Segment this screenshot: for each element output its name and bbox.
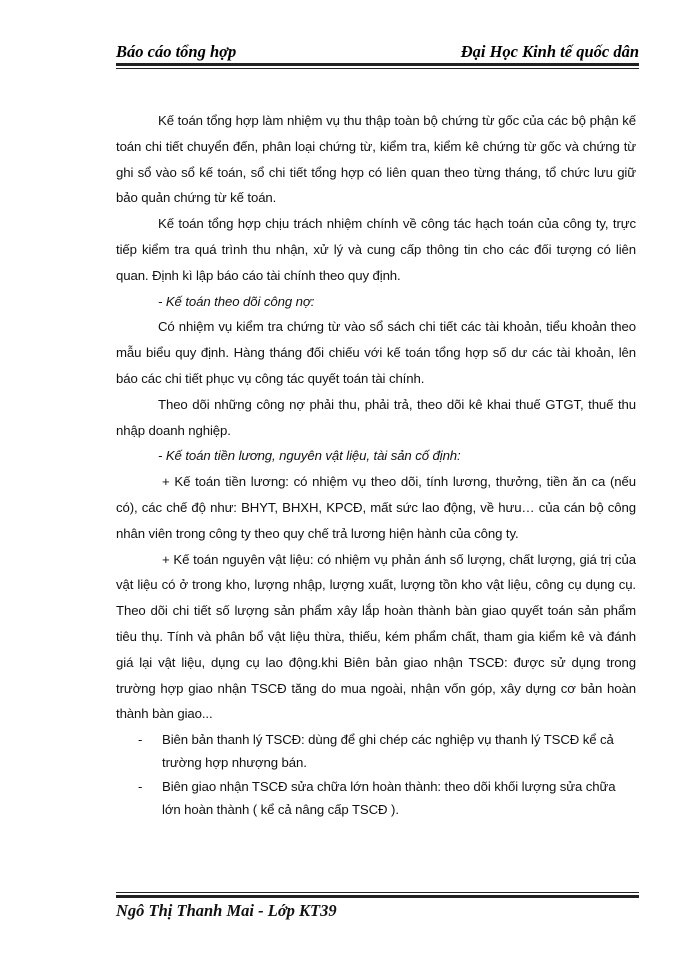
header-rule-thick [116,63,639,66]
header-rule-thin [116,68,639,69]
paragraph-general-accounting-duties: Kế toán tổng hợp làm nhiệm vụ thu thập toàn bộ chứng từ gốc của các bộ phận kế toán chi tiết chuyển đến, phân loại chứng từ, kiểm tra, kiểm kê chứng từ gốc và chứng từ ghi sổ vào sổ kế toán, sổ chi tiết tổng hợp có liên quan theo từng tháng, tổ chức lưu giữ bảo quản chứng từ kế toán. [116,113,636,206]
paragraph-general-accounting-responsibility: Kế toán tổng hợp chịu trách nhiệm chính về công tác hạch toán của công ty, trực tiếp kiểm tra quá trình thu nhận, xử lý và cung cấp thông tin cho các đối tượng có liên quan. Định kì lập báo cáo tài chính theo quy định. [116,216,636,283]
header-left-title: Báo cáo tổng hợp [116,42,237,61]
paragraph-materials-accounting: + Kế toán nguyên vật liệu: có nhiệm vụ phản ánh số lượng, chất lượng, giá trị của vật liệu có ở trong kho, lượng nhập, lượng xuất, lượng tồn kho vật liệu, công cụ dụng cụ. Theo dõi chi tiết số lượng sản phẩm xây lắp hoàn thành bàn giao quyết toán sản phẩm tiêu thụ. Tính và phân bổ vật liệu thừa, thiếu, kém phẩm chất, tham gia kiểm kê và đánh giá lại vật liệu, dụng cụ lao động.khi Biên bản giao nhận TSCĐ: được sử dụng trong trường hợp giao nhận TSCĐ tăng do mua ngoài, nhận vốn góp, xây dựng cơ bản hoàn thành bàn giao... [116,551,636,722]
list-item-text: Biên giao nhận TSCĐ sửa chữa lớn hoàn thành: theo dõi khối lượng sửa chữa lớn hoàn thành ( kể cả nâng cấp TSCĐ ). [162,779,616,817]
paragraph-debt-duties: Có nhiệm vụ kiểm tra chứng từ vào sổ sách chi tiết các tài khoản, tiểu khoản theo mẫu biểu quy định. Hàng tháng đối chiếu với kế toán tổng hợp số dư các tài khoản, lên báo các chi tiết phục vụ công tác quyết toán tài chính. [116,319,636,386]
list-item [138,776,618,821]
list-item-text: Biên bản thanh lý TSCĐ: dùng để ghi chép các nghiệp vụ thanh lý TSCĐ kể cả trường hợp nhượng bán. [162,732,614,770]
list-item [138,729,618,774]
subheading-salary-materials-assets: - Kế toán tiền lương, nguyên vật liệu, tài sản cố định: [158,448,461,464]
subheading-debt-accounting: - Kế toán theo dõi công nợ: [158,293,315,309]
paragraph-salary-accounting: + Kế toán tiền lương: có nhiệm vụ theo dõi, tính lương, thưởng, tiền ăn ca (nếu có), các chế độ như: BHYT, BHXH, KPCĐ, mất sức lao động, về hưu… của cán bộ công nhân viên trong công ty theo quy chế trả lương hiện hành của công ty. [116,474,636,541]
footer-rule-thick [116,895,639,898]
document-body [116,108,636,821]
header-right-title: Đại Học Kinh tế quốc dân [460,42,639,61]
paragraph-debt-tracking: Theo dõi những công nợ phải thu, phải trả, theo dõi kê khai thuế GTGT, thuế thu nhập doanh nghiệp. [116,396,636,438]
footer-rule-thin [116,892,639,893]
footer-author: Ngô Thị Thanh Mai - Lớp KT39 [116,901,337,920]
list-dash: - [138,732,143,748]
list-dash: - [138,779,143,795]
